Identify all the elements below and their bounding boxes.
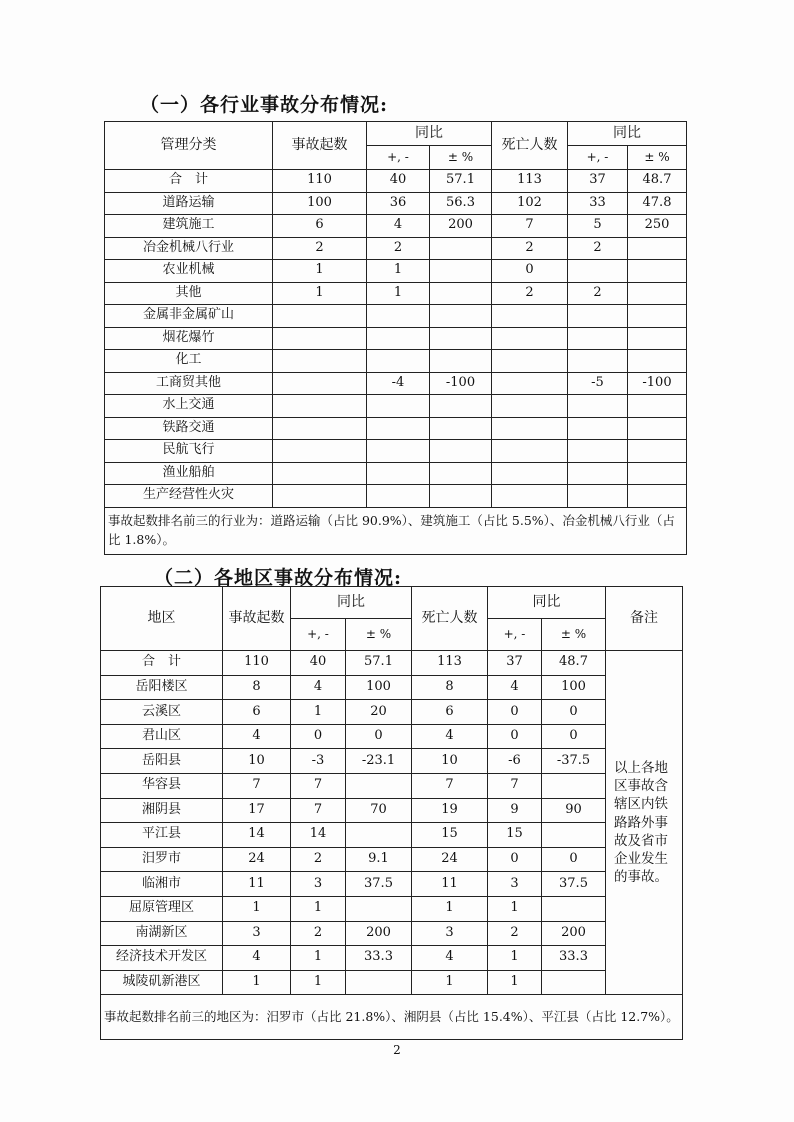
- table-cell: [568, 327, 628, 350]
- table-row: [105, 170, 687, 193]
- table-cell: [430, 462, 492, 485]
- header-percent: ± %: [430, 146, 492, 170]
- header-percent-deaths: ± %: [542, 619, 606, 651]
- table-cell: 7: [291, 773, 346, 798]
- table-row: [101, 651, 683, 676]
- table-cell: 47.8: [628, 192, 687, 215]
- table-cell: 1: [291, 970, 346, 995]
- table-cell: 7: [223, 773, 291, 798]
- table-cell: [273, 440, 367, 463]
- table-cell: 1: [291, 946, 346, 971]
- row-label: 临湘市: [101, 872, 223, 897]
- table-cell: 4: [367, 215, 430, 238]
- table-cell: 9: [488, 798, 542, 823]
- table-cell: [346, 823, 412, 848]
- table-cell: [568, 305, 628, 328]
- row-label: 华容县: [101, 773, 223, 798]
- header-yoy: 同比: [367, 122, 492, 146]
- row-label: 其他: [105, 282, 273, 305]
- table-cell: [492, 395, 568, 418]
- table-cell: 7: [412, 773, 488, 798]
- table-row: [101, 921, 683, 946]
- table-cell: 1: [273, 260, 367, 283]
- header-plusminus: +, -: [367, 146, 430, 170]
- table-cell: 2: [492, 282, 568, 305]
- table-cell: [542, 823, 606, 848]
- table-cell: 5: [568, 215, 628, 238]
- row-label: 云溪区: [101, 700, 223, 725]
- table-cell: 200: [542, 921, 606, 946]
- table-cell: -37.5: [542, 749, 606, 774]
- table-cell: 1: [223, 970, 291, 995]
- table-cell: [346, 773, 412, 798]
- table-row: [105, 462, 687, 485]
- table-cell: [430, 417, 492, 440]
- table-row: [105, 282, 687, 305]
- table-cell: 0: [492, 260, 568, 283]
- table-cell: 37: [568, 170, 628, 193]
- table-cell: 1: [412, 896, 488, 921]
- table-row: [101, 675, 683, 700]
- table-row: [105, 417, 687, 440]
- table-row: [101, 724, 683, 749]
- table-cell: 10: [412, 749, 488, 774]
- row-label: 汨罗市: [101, 847, 223, 872]
- table-cell: [568, 350, 628, 373]
- table-cell: 57.1: [346, 651, 412, 676]
- table-cell: 110: [273, 170, 367, 193]
- table-cell: 4: [223, 946, 291, 971]
- table-cell: 57.1: [430, 170, 492, 193]
- row-label: 屈原管理区: [101, 896, 223, 921]
- row-label: 金属非金属矿山: [105, 305, 273, 328]
- table-cell: 8: [223, 675, 291, 700]
- row-label: 岳阳楼区: [101, 675, 223, 700]
- table-cell: [568, 462, 628, 485]
- table-cell: [492, 305, 568, 328]
- table-cell: [367, 350, 430, 373]
- table-cell: [568, 440, 628, 463]
- table-row: [105, 440, 687, 463]
- table-row: [105, 305, 687, 328]
- table-cell: 17: [223, 798, 291, 823]
- table-cell: 0: [542, 700, 606, 725]
- table-cell: 1: [223, 896, 291, 921]
- table-cell: 7: [291, 798, 346, 823]
- header-yoy-deaths: 同比: [568, 122, 687, 146]
- table-cell: 0: [488, 724, 542, 749]
- table-row: [101, 700, 683, 725]
- table-cell: [628, 282, 687, 305]
- header-category: 管理分类: [105, 122, 273, 170]
- table-cell: 9.1: [346, 847, 412, 872]
- table-cell: [568, 395, 628, 418]
- row-label: 民航飞行: [105, 440, 273, 463]
- row-label: 渔业船舶: [105, 462, 273, 485]
- table-cell: 36: [367, 192, 430, 215]
- table-cell: 102: [492, 192, 568, 215]
- row-label: 道路运输: [105, 192, 273, 215]
- row-label: 铁路交通: [105, 417, 273, 440]
- table-row: [101, 847, 683, 872]
- table-cell: [492, 350, 568, 373]
- section1-note: 事故起数排名前三的行业为：道路运输（占比 90.9%）、建筑施工（占比 5.5%）、冶金机械八行业（占比 1.8%）。: [105, 507, 687, 554]
- table-cell: -100: [430, 372, 492, 395]
- row-label: 湘阴县: [101, 798, 223, 823]
- table-row: [105, 485, 687, 508]
- table-cell: 100: [346, 675, 412, 700]
- header-plusminus-deaths: +, -: [568, 146, 628, 170]
- table-cell: [628, 440, 687, 463]
- table-cell: 11: [412, 872, 488, 897]
- table-cell: 2: [568, 282, 628, 305]
- table-cell: 100: [542, 675, 606, 700]
- table-cell: -100: [628, 372, 687, 395]
- header-plusminus-deaths: +, -: [488, 619, 542, 651]
- table-cell: 1: [291, 896, 346, 921]
- table-cell: [430, 350, 492, 373]
- table-cell: 0: [291, 724, 346, 749]
- row-label: 烟花爆竹: [105, 327, 273, 350]
- table-cell: [542, 896, 606, 921]
- header-deaths: 死亡人数: [412, 587, 488, 651]
- table-cell: 2: [291, 847, 346, 872]
- table-cell: 15: [412, 823, 488, 848]
- table-cell: 24: [223, 847, 291, 872]
- table-cell: 110: [223, 651, 291, 676]
- table-cell: 33: [568, 192, 628, 215]
- table-cell: 3: [488, 872, 542, 897]
- table-cell: [273, 372, 367, 395]
- table-cell: 6: [223, 700, 291, 725]
- table-cell: [346, 896, 412, 921]
- table-cell: [367, 327, 430, 350]
- page-number: 2: [393, 1043, 401, 1057]
- table-cell: [568, 485, 628, 508]
- table-cell: 4: [412, 946, 488, 971]
- table-cell: 1: [488, 946, 542, 971]
- table-row: [101, 872, 683, 897]
- row-label: 经济技术开发区: [101, 946, 223, 971]
- table-cell: 4: [488, 675, 542, 700]
- table-cell: 48.7: [542, 651, 606, 676]
- table-cell: [430, 260, 492, 283]
- table-cell: [346, 970, 412, 995]
- table-cell: 37.5: [346, 872, 412, 897]
- header-accidents: 事故起数: [223, 587, 291, 651]
- table-cell: 1: [367, 260, 430, 283]
- table-cell: 100: [273, 192, 367, 215]
- table-cell: [430, 327, 492, 350]
- table-cell: 4: [223, 724, 291, 749]
- table-cell: -23.1: [346, 749, 412, 774]
- table-cell: 0: [488, 700, 542, 725]
- table-cell: [568, 260, 628, 283]
- table-cell: 2: [568, 237, 628, 260]
- table-cell: 2: [492, 237, 568, 260]
- header-plusminus: +, -: [291, 619, 346, 651]
- table-cell: [628, 260, 687, 283]
- table-cell: [628, 485, 687, 508]
- table-cell: 2: [488, 921, 542, 946]
- table-cell: [542, 970, 606, 995]
- table-cell: [430, 485, 492, 508]
- table-row: [101, 798, 683, 823]
- header-percent-deaths: ± %: [628, 146, 687, 170]
- row-label: 水上交通: [105, 395, 273, 418]
- table-cell: 20: [346, 700, 412, 725]
- table-cell: 113: [492, 170, 568, 193]
- table-cell: [273, 485, 367, 508]
- remark-cell: 以上各地区事故含辖区内铁路路外事故及省市企业发生的事故。: [606, 651, 683, 995]
- table-cell: [568, 417, 628, 440]
- row-label: 平江县: [101, 823, 223, 848]
- table-cell: 6: [412, 700, 488, 725]
- table-cell: [430, 305, 492, 328]
- table-cell: 3: [291, 872, 346, 897]
- header-percent: ± %: [346, 619, 412, 651]
- table-cell: 15: [488, 823, 542, 848]
- table-row: [105, 215, 687, 238]
- table-cell: 33.3: [542, 946, 606, 971]
- row-label: 城陵矶新港区: [101, 970, 223, 995]
- table-row: [101, 749, 683, 774]
- table-row: [105, 192, 687, 215]
- section2-title: （二）各地区事故分布情况:: [154, 567, 403, 589]
- table-cell: [430, 282, 492, 305]
- table-cell: 40: [291, 651, 346, 676]
- section2-note: 事故起数排名前三的地区为：汨罗市（占比 21.8%）、湘阴县（占比 15.4%）、平江县（占比 12.7%）。: [101, 995, 683, 1040]
- header-yoy: 同比: [291, 587, 412, 619]
- industry-accident-table: [104, 121, 687, 555]
- table-row: [101, 970, 683, 995]
- row-label: 岳阳县: [101, 749, 223, 774]
- table-cell: [273, 462, 367, 485]
- table-cell: 1: [273, 282, 367, 305]
- table-cell: [628, 327, 687, 350]
- row-label: 南湖新区: [101, 921, 223, 946]
- table-cell: 6: [273, 215, 367, 238]
- table-cell: -6: [488, 749, 542, 774]
- table-cell: 1: [291, 700, 346, 725]
- row-label: 合 计: [105, 170, 273, 193]
- table-cell: 113: [412, 651, 488, 676]
- table-cell: [367, 395, 430, 418]
- table-cell: [628, 237, 687, 260]
- table-cell: [367, 440, 430, 463]
- table-cell: 56.3: [430, 192, 492, 215]
- table-cell: 14: [291, 823, 346, 848]
- table-cell: [542, 773, 606, 798]
- table-row: [105, 327, 687, 350]
- table-cell: [430, 440, 492, 463]
- row-label: 生产经营性火灾: [105, 485, 273, 508]
- table-cell: [628, 462, 687, 485]
- table-cell: 8: [412, 675, 488, 700]
- table-cell: [628, 395, 687, 418]
- table-cell: 33.3: [346, 946, 412, 971]
- row-label: 合 计: [101, 651, 223, 676]
- table-cell: 11: [223, 872, 291, 897]
- table-cell: 1: [488, 970, 542, 995]
- row-label: 化工: [105, 350, 273, 373]
- table-cell: [367, 485, 430, 508]
- table-row: [101, 946, 683, 971]
- table-row: [101, 773, 683, 798]
- row-label: 建筑施工: [105, 215, 273, 238]
- table-cell: 0: [542, 847, 606, 872]
- table-cell: [628, 417, 687, 440]
- table-cell: 2: [273, 237, 367, 260]
- table-row: [101, 896, 683, 921]
- table-cell: [273, 327, 367, 350]
- table-cell: [273, 417, 367, 440]
- header-region: 地区: [101, 587, 223, 651]
- header-remark: 备注: [606, 587, 683, 651]
- row-label: 工商贸其他: [105, 372, 273, 395]
- table-cell: 24: [412, 847, 488, 872]
- row-label: 冶金机械八行业: [105, 237, 273, 260]
- table-cell: [367, 462, 430, 485]
- table-cell: -5: [568, 372, 628, 395]
- table-cell: [430, 395, 492, 418]
- table-cell: 14: [223, 823, 291, 848]
- table-cell: [367, 417, 430, 440]
- table-cell: [273, 305, 367, 328]
- table-cell: [492, 327, 568, 350]
- table-cell: 1: [488, 896, 542, 921]
- row-label: 君山区: [101, 724, 223, 749]
- table-cell: -4: [367, 372, 430, 395]
- table-cell: 200: [346, 921, 412, 946]
- table-row: [105, 260, 687, 283]
- table-cell: 2: [291, 921, 346, 946]
- table-cell: 3: [223, 921, 291, 946]
- header-accidents: 事故起数: [273, 122, 367, 170]
- table-cell: 2: [367, 237, 430, 260]
- table-cell: [492, 462, 568, 485]
- table-row: [105, 372, 687, 395]
- table-cell: 37: [488, 651, 542, 676]
- table-cell: [628, 305, 687, 328]
- table-row: [105, 395, 687, 418]
- table-cell: 70: [346, 798, 412, 823]
- header-yoy-deaths: 同比: [488, 587, 606, 619]
- table-cell: [492, 440, 568, 463]
- table-cell: -3: [291, 749, 346, 774]
- table-cell: [492, 372, 568, 395]
- table-cell: 7: [492, 215, 568, 238]
- table-row: [101, 823, 683, 848]
- table-cell: 90: [542, 798, 606, 823]
- table-cell: [628, 350, 687, 373]
- table-cell: 200: [430, 215, 492, 238]
- table-cell: 7: [488, 773, 542, 798]
- table-row: [105, 237, 687, 260]
- table-cell: 4: [412, 724, 488, 749]
- table-cell: 0: [346, 724, 412, 749]
- table-cell: 37.5: [542, 872, 606, 897]
- header-deaths: 死亡人数: [492, 122, 568, 170]
- table-cell: 48.7: [628, 170, 687, 193]
- table-cell: [492, 485, 568, 508]
- table-cell: 1: [367, 282, 430, 305]
- table-cell: [367, 305, 430, 328]
- table-cell: [430, 237, 492, 260]
- table-cell: 3: [412, 921, 488, 946]
- table-row: [105, 350, 687, 373]
- table-cell: [492, 417, 568, 440]
- section1-title: （一）各行业事故分布情况:: [140, 94, 389, 116]
- table-cell: 4: [291, 675, 346, 700]
- table-cell: [273, 395, 367, 418]
- table-cell: 10: [223, 749, 291, 774]
- table-cell: 0: [542, 724, 606, 749]
- table-cell: 19: [412, 798, 488, 823]
- table-cell: 1: [412, 970, 488, 995]
- table-cell: [273, 350, 367, 373]
- region-accident-table: [100, 586, 683, 1040]
- table-cell: 0: [488, 847, 542, 872]
- row-label: 农业机械: [105, 260, 273, 283]
- table-cell: 40: [367, 170, 430, 193]
- table-cell: 250: [628, 215, 687, 238]
